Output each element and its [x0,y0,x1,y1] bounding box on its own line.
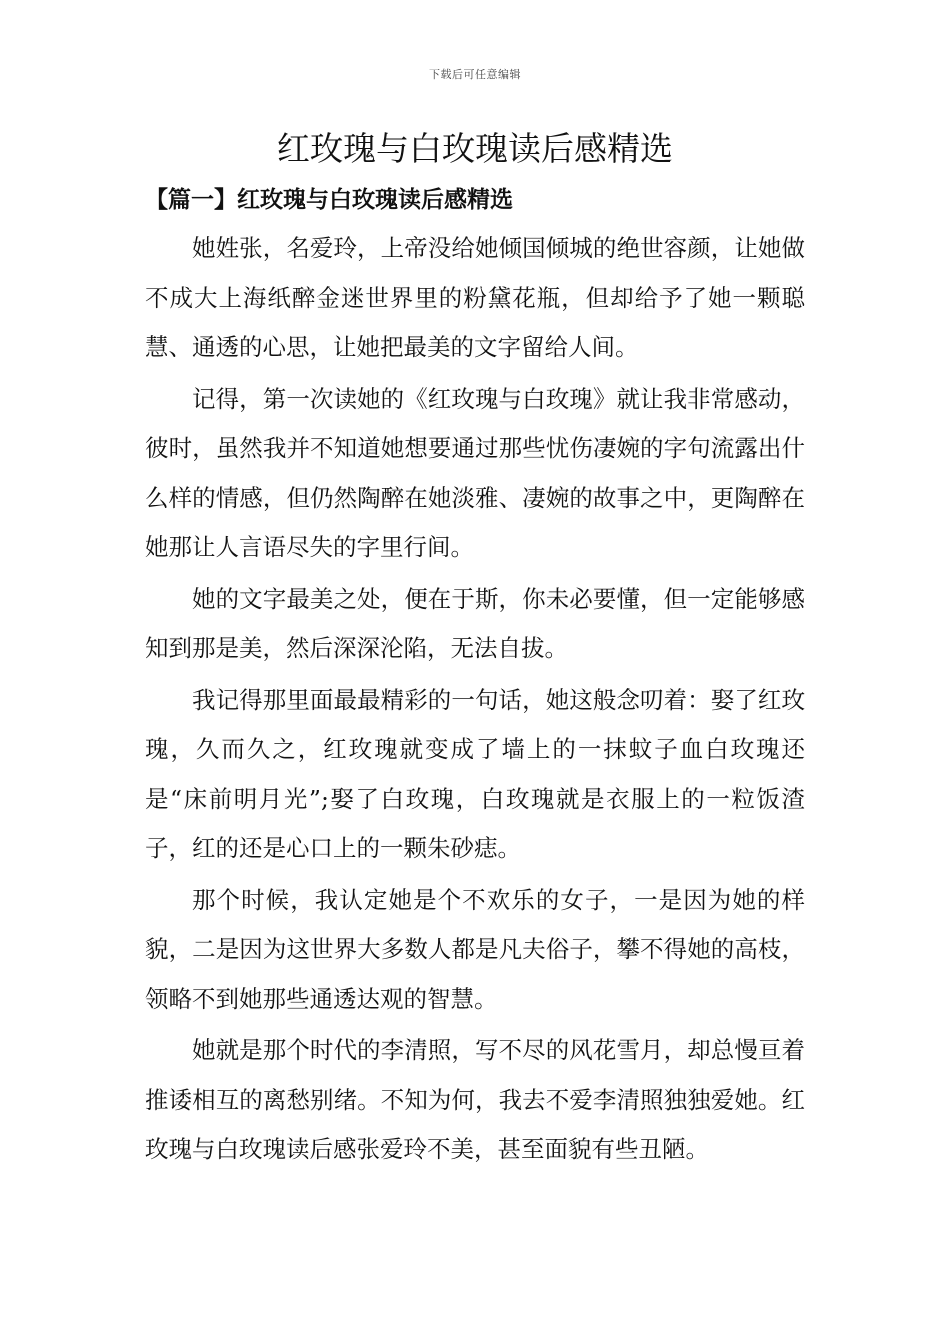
paragraph: 她的文字最美之处，便在于斯，你未必要懂，但一定能够感知到那是美，然后深深沦陷，无法自拔。 [145,584,805,662]
paragraph: 那个时候，我认定她是个不欢乐的女子，一是因为她的样貌，二是因为这世界大多数人都是凡夫俗子，攀不得她的高枝，领略不到她那些通透达观的智慧。 [145,885,805,1013]
paragraph: 记得，第一次读她的《红玫瑰与白玫瑰》就让我非常感动，彼时，虽然我并不知道她想要通过那些忧伤凄婉的字句流露出什么样的情感，但仍然陶醉在她淡雅、凄婉的故事之中，更陶醉在她那让人言语尽失的字里行间。 [145,384,805,561]
document-title: 红玫瑰与白玫瑰读后感精选 [277,129,673,168]
header-note: 下载后可任意编辑 [429,68,521,81]
paragraph: 我记得那里面最最精彩的一句话，她这般念叨着：娶了红玫瑰，久而久之，红玫瑰就变成了墙上的一抹蚊子血白玫瑰还是“床前明月光”;娶了白玫瑰，白玫瑰就是衣服上的一粒饭渣子，红的还是心口上的一颗朱砂痣。 [145,685,805,862]
paragraph: 她姓张，名爱玲，上帝没给她倾国倾城的绝世容颜，让她做不成大上海纸醉金迷世界里的粉黛花瓶，但却给予了她一颗聪慧、通透的心思，让她把最美的文字留给人间。 [145,234,805,361]
section-heading: 【篇一】红玫瑰与白玫瑰读后感精选 [145,186,513,213]
paragraph: 她就是那个时代的李清照，写不尽的风花雪月，却总慢亘着推诿相互的离愁别绪。不知为何，我去不爱李清照独独爱她。红玫瑰与白玫瑰读后感张爱玲不美，甚至面貌有些丑陋。 [145,1036,805,1163]
body-text [145,224,805,1177]
